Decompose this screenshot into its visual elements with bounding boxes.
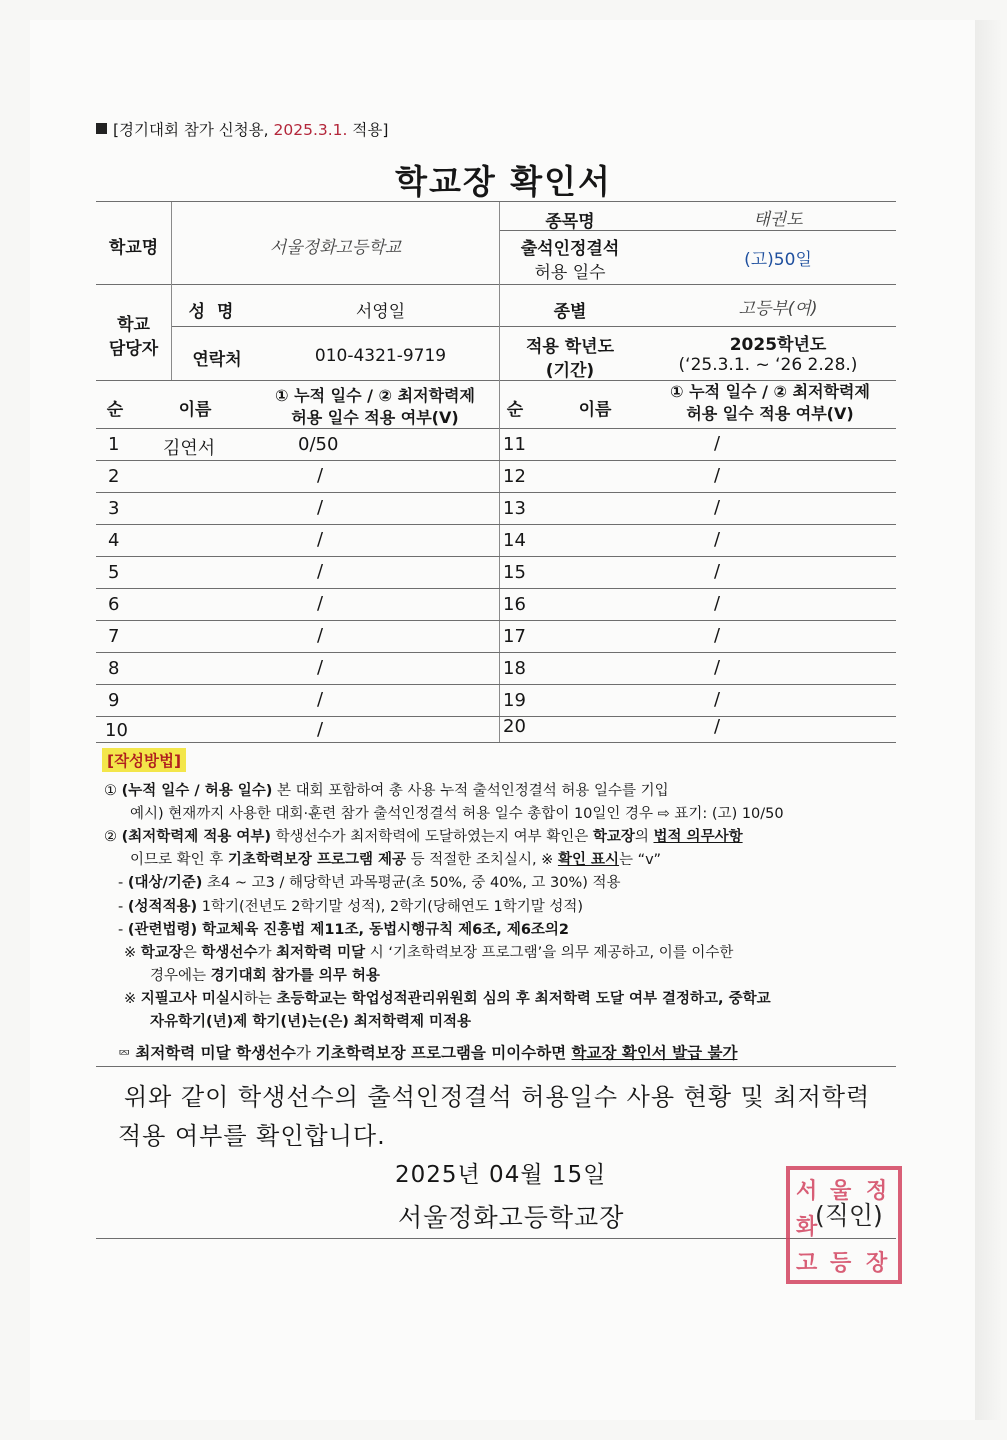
label-allowed-days-1: 출석인정결석 (520, 239, 620, 259)
col-days-right-1: ① 누적 일수 / ② 최저학력제 (670, 382, 870, 401)
row-days: / (714, 497, 721, 518)
row-days: / (714, 689, 721, 710)
row-number: 4 (108, 530, 120, 551)
row-days: / (714, 716, 721, 737)
rule (96, 588, 896, 589)
top-note: [경기대회 참가 신청용, 2025.3.1. 적용] (96, 118, 388, 140)
col-no-right: 순 (506, 400, 524, 420)
row-number: 6 (108, 594, 120, 615)
row-number: 3 (108, 498, 120, 519)
method-tag: [작성방법] (102, 748, 186, 772)
label-school: 학교명 (108, 238, 159, 258)
rule (96, 742, 896, 743)
confirm-text-1: 위와 같이 학생선수의 출석인정결석 허용일수 사용 현황 및 최저학력 (124, 1083, 871, 1111)
rule (96, 716, 896, 717)
row-days: / (714, 433, 721, 454)
row-student-name: 김연서 (163, 438, 216, 459)
label-manager-2: 담당자 (108, 339, 159, 359)
col-name-right: 이름 (578, 400, 612, 420)
row-number: 18 (503, 658, 526, 679)
contact-value: 010-4321-9719 (314, 346, 447, 366)
row-number: 8 (108, 658, 120, 679)
method-line-5: - (대상/기준) 초4 ~ 고3 / 해당학년 과목평균(초 50%, 중 40%, 고 30%) 적용 (118, 875, 621, 891)
row-number: 13 (503, 498, 526, 519)
row-days: 0/50 (298, 434, 339, 455)
method-line-7: - (관련법령) 학교체육 진흥법 제11조, 동법시행규칙 제6조, 제6조의2 (118, 922, 570, 938)
rule (96, 1066, 896, 1067)
row-days: / (714, 625, 721, 646)
label-sport: 종목명 (545, 212, 595, 232)
division-value: 고등부(여) (738, 299, 818, 319)
method-line-3: ② (최저학력제 적용 여부) 학생선수가 최저학력에 도달하였는지 여부 확인은 학교장의 법적 의무사항 (104, 829, 743, 845)
arrow-box-icon: ⮹ (118, 1044, 131, 1062)
row-days: / (317, 719, 324, 740)
row-days: / (317, 625, 324, 646)
year-value: 2025학년도 (729, 335, 827, 355)
row-number: 5 (108, 562, 120, 583)
row-number: 2 (108, 466, 120, 487)
issue-date: 2025년 04월 15일 (395, 1162, 607, 1188)
label-year-2: (기간) (545, 361, 595, 381)
row-days: / (317, 657, 324, 678)
row-days: / (714, 657, 721, 678)
row-number: 20 (503, 716, 526, 737)
method-line-4: 이므로 확인 후 기초학력보장 프로그램 제공 등 적절한 조치실시, ※ 확인 표시는 “v” (130, 852, 661, 868)
rule (96, 201, 896, 202)
row-number: 15 (503, 562, 526, 583)
row-number: 17 (503, 626, 526, 647)
rule (96, 492, 896, 493)
rule (96, 684, 896, 685)
row-days: / (317, 561, 324, 582)
rule (96, 428, 896, 429)
method-line-9: 경우에는 경기대회 참가를 의무 허용 (150, 968, 380, 984)
row-days: / (317, 465, 324, 486)
document-title: 학교장 확인서 (395, 162, 612, 201)
row-number: 11 (503, 434, 526, 455)
method-line-2: 예시) 현재까지 사용한 대회·훈련 참가 출석인정결석 허용 일수 총합이 10일인 경우 ⇨ 표기: (고) 10/50 (130, 806, 784, 822)
row-number: 7 (108, 626, 120, 647)
row-days: / (317, 593, 324, 614)
col-days-left-2: 허용 일수 적용 여부(V) (291, 408, 459, 427)
top-note-date: 2025.3.1. (273, 121, 348, 139)
row-number: 10 (105, 720, 128, 741)
rule (499, 202, 500, 742)
rule (96, 620, 896, 621)
row-number: 12 (503, 466, 526, 487)
label-contact: 연락처 (192, 350, 242, 370)
row-days: / (714, 529, 721, 550)
row-days: / (714, 593, 721, 614)
warning-line: ⮹ 최저학력 미달 학생선수가 기초학력보장 프로그램을 미이수하면 학교장 확인서 발급 불가 (118, 1044, 738, 1062)
seal-label: (직인) (815, 1201, 883, 1230)
row-days: / (317, 529, 324, 550)
row-days: / (317, 689, 324, 710)
row-days: / (317, 497, 324, 518)
method-line-6: - (성적적용) 1학기(전년도 2학기말 성적), 2학기(당해연도 1학기말 성적) (118, 899, 584, 915)
method-line-1: ① (누적 일수 / 허용 일수) 본 대회 포함하여 총 사용 누적 출석인정결석 허용 일수를 기입 (104, 783, 669, 799)
col-name-left: 이름 (178, 400, 212, 420)
label-division: 종별 (553, 302, 587, 322)
row-days: / (714, 561, 721, 582)
col-days-left-1: ① 누적 일수 / ② 최저학력제 (275, 386, 475, 405)
col-days-right-2: 허용 일수 적용 여부(V) (686, 404, 854, 423)
method-line-8: ※ 학교장은 학생선수가 최저학력 미달 시 ‘기초학력보장 프로그램’을 의무 제공하고, 이를 이수한 (124, 945, 734, 961)
label-allowed-days-2: 허용 일수 (534, 263, 606, 283)
rule (96, 1238, 896, 1239)
method-line-10: ※ 지필고사 미실시하는 초등학교는 학업성적관리위원회 심의 후 최저학력 도달 여부 결정하고, 중학교 (124, 991, 771, 1007)
rule (172, 326, 896, 327)
label-name: 성명 (188, 302, 246, 322)
rule (96, 460, 896, 461)
school-name: 서울정화고등학교 (269, 238, 402, 258)
manager-name: 서영일 (355, 302, 406, 322)
row-number: 19 (503, 690, 526, 711)
rule (96, 524, 896, 525)
confirm-text-2: 적용 여부를 확인합니다. (118, 1122, 386, 1150)
principal-title: 서울정화고등학교장 (398, 1203, 625, 1232)
row-number: 1 (108, 434, 120, 455)
year-period: (‘25.3.1. ~ ‘26 2.28.) (678, 355, 858, 375)
rule (96, 556, 896, 557)
row-number: 9 (108, 690, 120, 711)
rule (96, 652, 896, 653)
label-manager-1: 학교 (117, 315, 150, 335)
allowed-days-value: (고)50일 (744, 250, 812, 270)
square-bullet-icon (96, 123, 107, 134)
sport-value: 태권도 (753, 210, 803, 230)
method-line-11: 자유학기(년)제 학기(년)는(은) 최저학력제 미적용 (150, 1014, 472, 1030)
row-days: / (714, 465, 721, 486)
rule (96, 284, 896, 285)
row-number: 16 (503, 594, 526, 615)
official-seal: 서 울 정 화 고 등 장 (786, 1166, 902, 1284)
row-number: 14 (503, 530, 526, 551)
col-no-left: 순 (106, 400, 124, 420)
label-year-1: 적용 학년도 (525, 337, 615, 357)
